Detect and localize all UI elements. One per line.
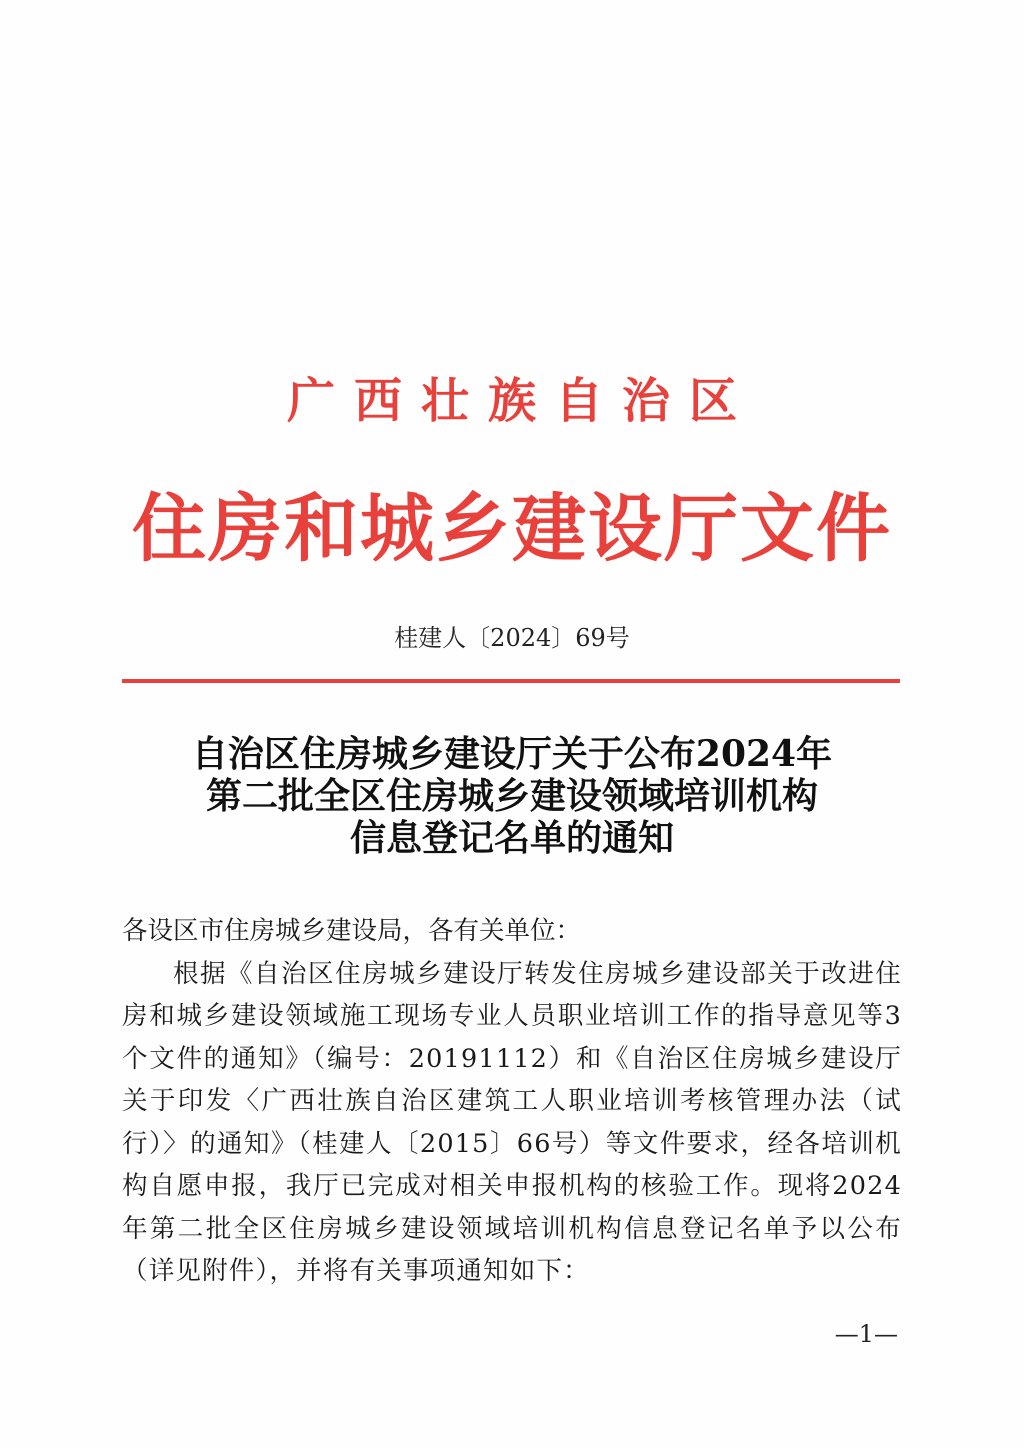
issuer-department: 住房和城乡建设厅文件 — [132, 486, 892, 572]
document-number: 桂建人〔2024〕69号 — [394, 624, 630, 652]
document-body — [122, 910, 902, 1293]
issuer-region: 广西壮族自治区 — [286, 373, 756, 429]
red-divider-line — [122, 679, 900, 683]
document-title — [0, 733, 1024, 859]
title-line-1: 自治区住房城乡建设厅关于公布2024年 — [191, 733, 833, 775]
page-number: —1— — [834, 1320, 898, 1348]
title-line-3: 信息登记名单的通知 — [349, 817, 674, 859]
salutation: 各设区市住房城乡建设局，各有关单位： — [122, 916, 582, 946]
body-paragraph: 根据《自治区住房城乡建设厅转发住房城乡建设部关于改进住房和城乡建设领域施工现场专业人员职业培训工作的指导意见等3个文件的通知》（编号：20191112）和《自治区住房城乡建设厅关于印发〈广西壮族自治区建筑工人职业培训考核管理办法（试行）〉的通知》（桂建人〔2015〕66号）等文件要求，经各培训机构自愿申报，我厅已完成对相关申报机构的核验工作。现将2024年第二批全区住房城乡建设领域培训机构信息登记名单予以公布（详见附件），并将有关事项通知如下： — [122, 958, 902, 1286]
title-line-2: 第二批全区住房城乡建设领域培训机构 — [205, 775, 818, 817]
